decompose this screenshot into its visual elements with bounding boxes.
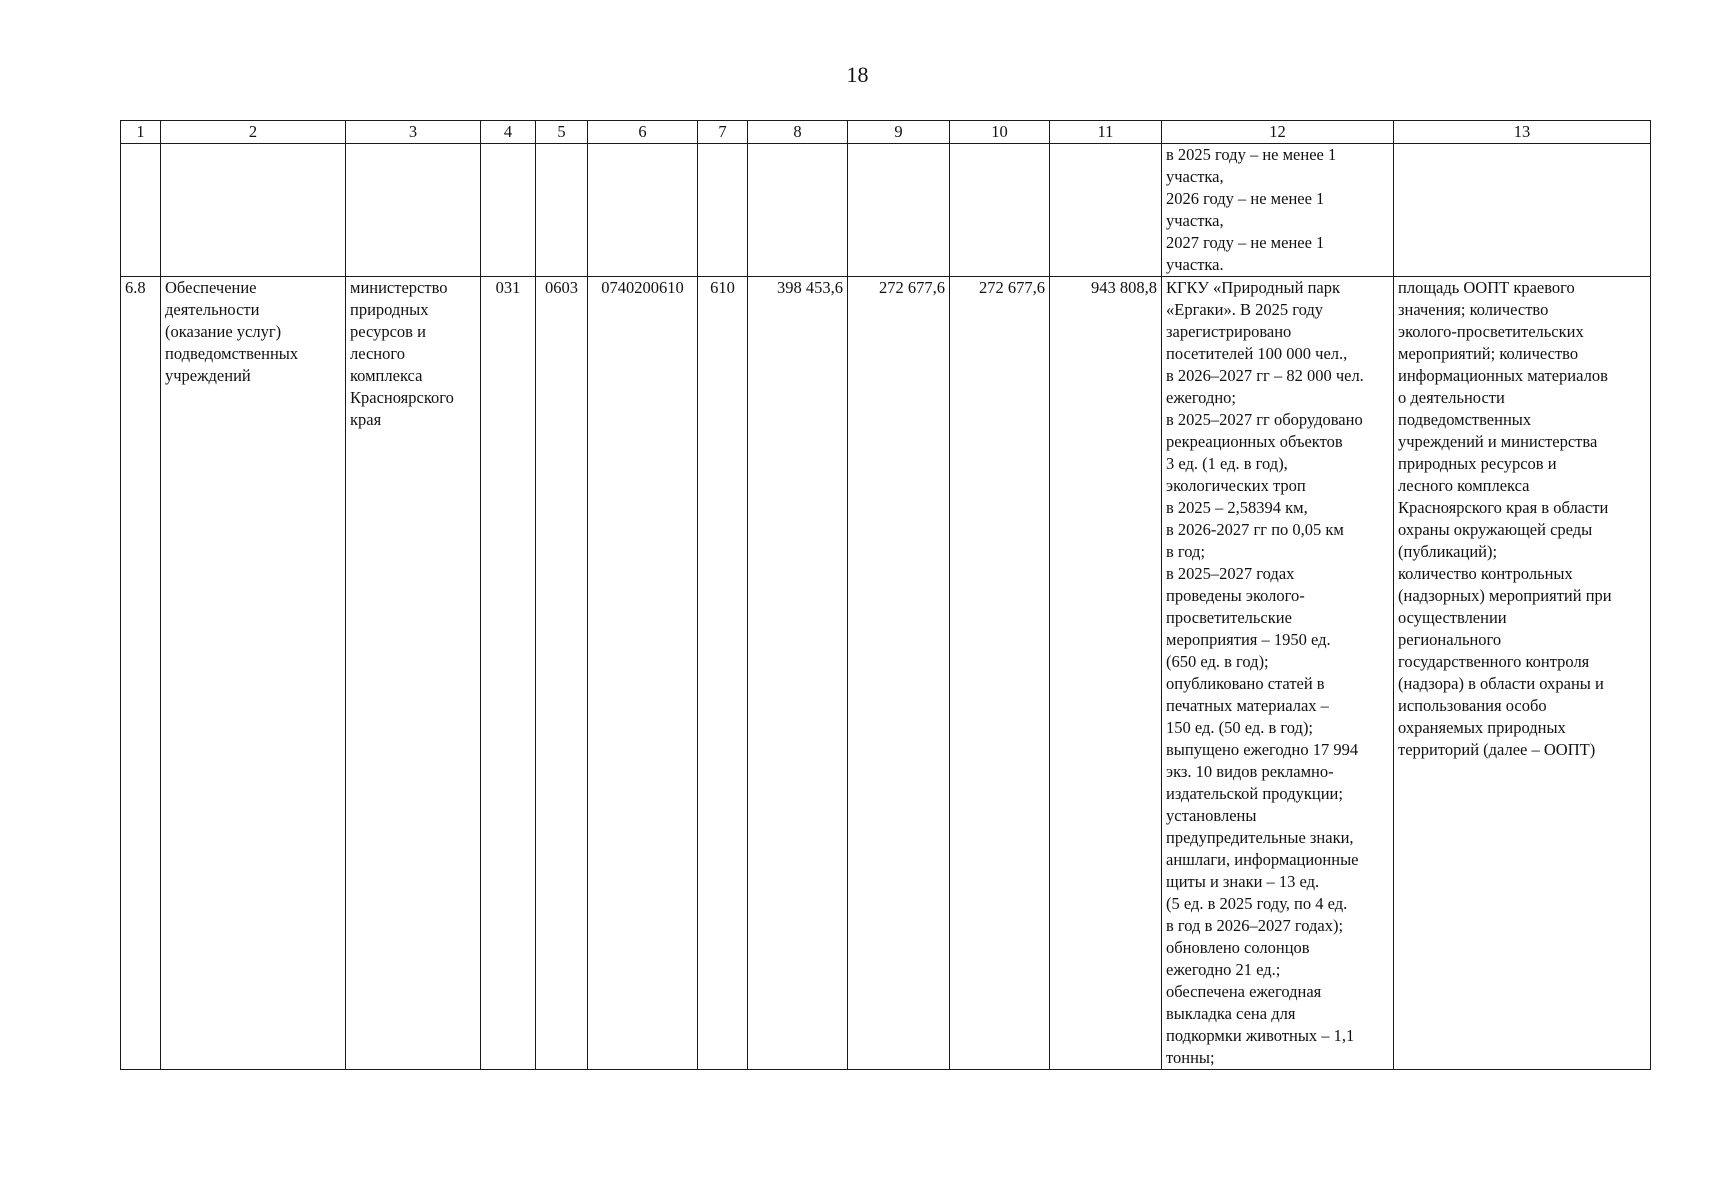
activity-name: Обеспечение деятельности (оказание услуг) подведомственных учреждений [161, 277, 346, 1070]
page-number: 18 [846, 62, 869, 87]
cell [848, 144, 950, 277]
amount-col-10: 272 677,6 [950, 277, 1050, 1070]
amount-col-11-total: 943 808,8 [1050, 277, 1162, 1070]
cell [536, 144, 588, 277]
column-header-10: 10 [950, 121, 1050, 144]
cell [950, 144, 1050, 277]
cell [748, 144, 848, 277]
code-rzpr: 0603 [536, 277, 588, 1070]
responsible-executor: министерство природных ресурсов и лесного комплекса Красноярского края [346, 277, 481, 1070]
expected-result-text: КГКУ «Природный парк «Ергаки». В 2025 году зарегистрировано посетителей 100 000 чел., в 2026–2027 гг – 82 000 чел. ежегодно; в 2025–2027 гг оборудовано рекреационных объектов 3 ед. (1 ед. в год), экологических троп в 2025 – 2,58394 км, в 2026-2027 гг по 0,05 км в год; в 2025–2027 годах проведены эколого- просветительские мероприятия – 1950 ед. (650 ед. в год); опубликовано статей в печатных материалах – 150 ед. (50 ед. в год); выпущено ежегодно 17 994 экз. 10 видов рекламно- издательской продукции; установлены предупредительные знаки, аншлаги, информационные щиты и знаки – 13 ед. (5 ед. в 2025 году, по 4 ед. в год в 2026–2027 годах); обновлено солонцов ежегодно 21 ед.; обеспечена ежегодная выкладка сена для подкормки животных – 1,1 тонны; [1162, 277, 1394, 1070]
cell [1394, 144, 1651, 277]
column-header-11: 11 [1050, 121, 1162, 144]
table-row [121, 277, 1651, 1070]
column-header-4: 4 [481, 121, 536, 144]
code-csr: 0740200610 [588, 277, 698, 1070]
column-header-13: 13 [1394, 121, 1651, 144]
cell [698, 144, 748, 277]
column-header-6: 6 [588, 121, 698, 144]
code-vr: 610 [698, 277, 748, 1070]
continuation-row [121, 144, 1651, 277]
column-header-2: 2 [161, 121, 346, 144]
column-header-1: 1 [121, 121, 161, 144]
cell [588, 144, 698, 277]
cell [481, 144, 536, 277]
column-header-8: 8 [748, 121, 848, 144]
column-header-12: 12 [1162, 121, 1394, 144]
column-number-header-row [121, 121, 1651, 144]
code-grbs: 031 [481, 277, 536, 1070]
cell [121, 144, 161, 277]
column-header-3: 3 [346, 121, 481, 144]
column-header-5: 5 [536, 121, 588, 144]
indicators-text: площадь ООПТ краевого значения; количество эколого-просветительских мероприятий; количество информационных материалов о деятельности подведомственных учреждений и министерства природных ресурсов и лесного комплекса Красноярского края в области охраны окружающей среды (публикаций); количество контрольных (надзорных) мероприятий при осуществлении регионального государственного контроля (надзора) в области охраны и использования особо охраняемых природных территорий (далее – ООПТ) [1394, 277, 1651, 1070]
amount-col-8: 398 453,6 [748, 277, 848, 1070]
cell [346, 144, 481, 277]
continuation-result-text: в 2025 году – не менее 1 участка, 2026 году – не менее 1 участка, 2027 году – не менее 1 участка. [1162, 144, 1394, 277]
cell [161, 144, 346, 277]
amount-col-9: 272 677,6 [848, 277, 950, 1070]
program-table [120, 120, 1651, 1070]
cell [1050, 144, 1162, 277]
column-header-7: 7 [698, 121, 748, 144]
column-header-9: 9 [848, 121, 950, 144]
row-number: 6.8 [121, 277, 161, 1070]
